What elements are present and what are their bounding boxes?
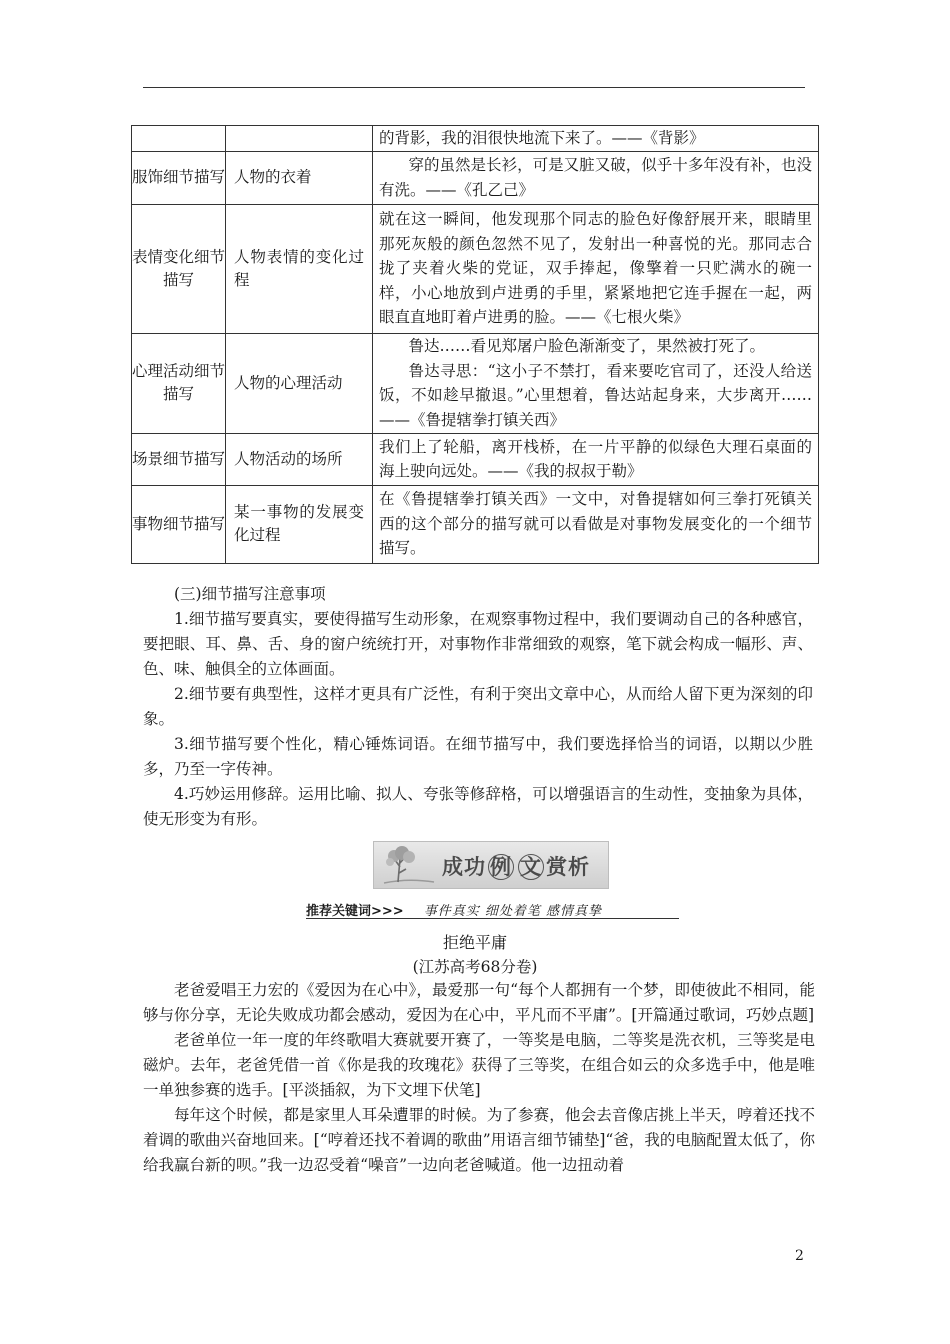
banner-title-circled-1: 例	[490, 855, 512, 879]
detail-type-cell: 事物细节描写	[132, 485, 226, 563]
notes-section	[143, 582, 813, 832]
detail-meaning-cell: 人物的心理活动	[226, 333, 373, 433]
note-item-1: 1.细节描写要真实，要使得描写生动形象，在观察事物过程中，我们要调动自己的各种感官，要把眼、耳、鼻、舌、身的窗户统统打开，对事物作非常细致的观察，笔下就会构成一幅形、声、色、味、触俱全的立体画面。	[143, 610, 813, 678]
keywords-label: 推荐关键词>>>	[306, 904, 404, 919]
example-text: 的背影，我的泪很快地流下来了。——《背影》	[379, 129, 705, 147]
detail-type-cell: 心理活动细节描写	[132, 333, 226, 433]
table-row	[132, 333, 819, 433]
essay-paragraph-3: 每年这个时候，都是家里人耳朵遭罪的时候。为了参赛，他会去音像店挑上半天，哼着还找不着调的歌曲兴奋地回来。[“哼着还找不着调的歌曲”用语言细节铺垫]“爸，我的电脑配置太低了，你给我赢台新的呗。”我一边忍受着“噪音”一边向老爸喊道。他一边扭动着	[143, 1106, 815, 1174]
example-text: 在《鲁提辖拳打镇关西》一文中，对鲁提辖如何三拳打死镇关西的这个部分的描写就可以看做是对事物发展变化的一个细节描写。	[379, 490, 812, 558]
detail-meaning-cell: 人物活动的场所	[226, 433, 373, 485]
essay-body	[143, 978, 815, 1178]
detail-type-cell	[132, 126, 226, 152]
banner-title	[442, 851, 590, 881]
section-banner	[373, 841, 609, 889]
detail-meaning-cell: 人物表情的变化过程	[226, 204, 373, 333]
table-row	[132, 433, 819, 485]
detail-type-cell: 服饰细节描写	[132, 151, 226, 204]
detail-type-cell: 场景细节描写	[132, 433, 226, 485]
table-row	[132, 204, 819, 333]
example-text: 就在这一瞬间，他发现那个同志的脸色好像舒展开来，眼睛里那死灰般的颜色忽然不见了，发射出一种喜悦的光。那同志合拢了夹着火柴的党证，双手捧起，像擎着一只贮满水的碗一样，小心地放到卢进勇的手里，紧紧地把它连手握在一起，两眼直直地盯着卢进勇的脸。——《七根火柴》	[379, 210, 812, 327]
example-text: 鲁达……看见郑屠户脸色渐渐变了，果然被打死了。	[408, 337, 765, 355]
banner-title-part1: 成功	[442, 855, 486, 879]
keywords-row	[306, 900, 679, 919]
detail-example-cell	[373, 485, 819, 563]
essay-paragraph-2: 老爸单位一年一度的年终歌唱大赛就要开赛了，一等奖是电脑，二等奖是洗衣机，三等奖是电磁炉。去年，老爸凭借一首《你是我的玫瑰花》获得了三等奖，在组合如云的众多选手中，他是唯一单独参赛的选手。[平淡插叙，为下文埋下伏笔]	[143, 1031, 815, 1099]
detail-meaning-cell: 人物的衣着	[226, 151, 373, 204]
detail-table	[131, 125, 819, 564]
detail-example-cell	[373, 204, 819, 333]
note-item-4: 4.巧妙运用修辞。运用比喻、拟人、夸张等修辞格，可以增强语言的生动性，变抽象为具体，使无形变为有形。	[143, 785, 813, 828]
detail-meaning-cell: 某一事物的发展变化过程	[226, 485, 373, 563]
detail-meaning-cell	[226, 126, 373, 152]
essay-title: 拒绝平庸	[442, 933, 507, 952]
note-item-2: 2.细节要有典型性，这样才更具有广泛性，有利于突出文章中心，从而给人留下更为深刻的印象。	[143, 685, 813, 728]
detail-example-cell	[373, 126, 819, 152]
keywords-value: 事件真实 细处着笔 感情真挚	[423, 904, 602, 919]
essay-subtitle: (江苏高考68分卷)	[412, 958, 538, 976]
note-item-3: 3.细节描写要个性化，精心锤炼词语。在细节描写中，我们要选择恰当的词语，以期以少胜多，乃至一字传神。	[143, 735, 813, 778]
notes-heading: (三)细节描写注意事项	[174, 585, 326, 603]
detail-type-cell: 表情变化细节描写	[132, 204, 226, 333]
table-row	[132, 126, 819, 152]
banner-title-circled-2: 文	[520, 855, 542, 879]
table-row	[132, 151, 819, 204]
detail-example-cell	[373, 333, 819, 433]
detail-example-cell	[373, 151, 819, 204]
page-number: 2	[795, 1248, 804, 1264]
header-rule	[143, 87, 805, 88]
detail-example-cell	[373, 433, 819, 485]
example-text: 鲁达寻思：“这小子不禁打，看来要吃官司了，还没人给送饭，不如趁早撤退。”心里想着，鲁达站起身来，大步离开……——《鲁提辖拳打镇关西》	[379, 361, 812, 429]
tree-illustration-icon	[378, 845, 436, 885]
banner-title-part2: 赏析	[546, 855, 590, 879]
example-text: 我们上了轮船，离开栈桥，在一片平静的似绿色大理石桌面的海上驶向远处。——《我的叔叔于勒》	[379, 437, 812, 480]
example-text: 穿的虽然是长衫，可是又脏又破，似乎十多年没有补，也没有洗。——《孔乙己》	[379, 156, 812, 199]
essay-paragraph-1: 老爸爱唱王力宏的《爱因为在心中》，最爱那一句“每个人都拥有一个梦，即使彼此不相同，能够与你分享，无论失败成功都会感动，爱因为在心中，平凡而不平庸”。[开篇通过歌词，巧妙点题]	[143, 981, 815, 1024]
table-row	[132, 485, 819, 563]
